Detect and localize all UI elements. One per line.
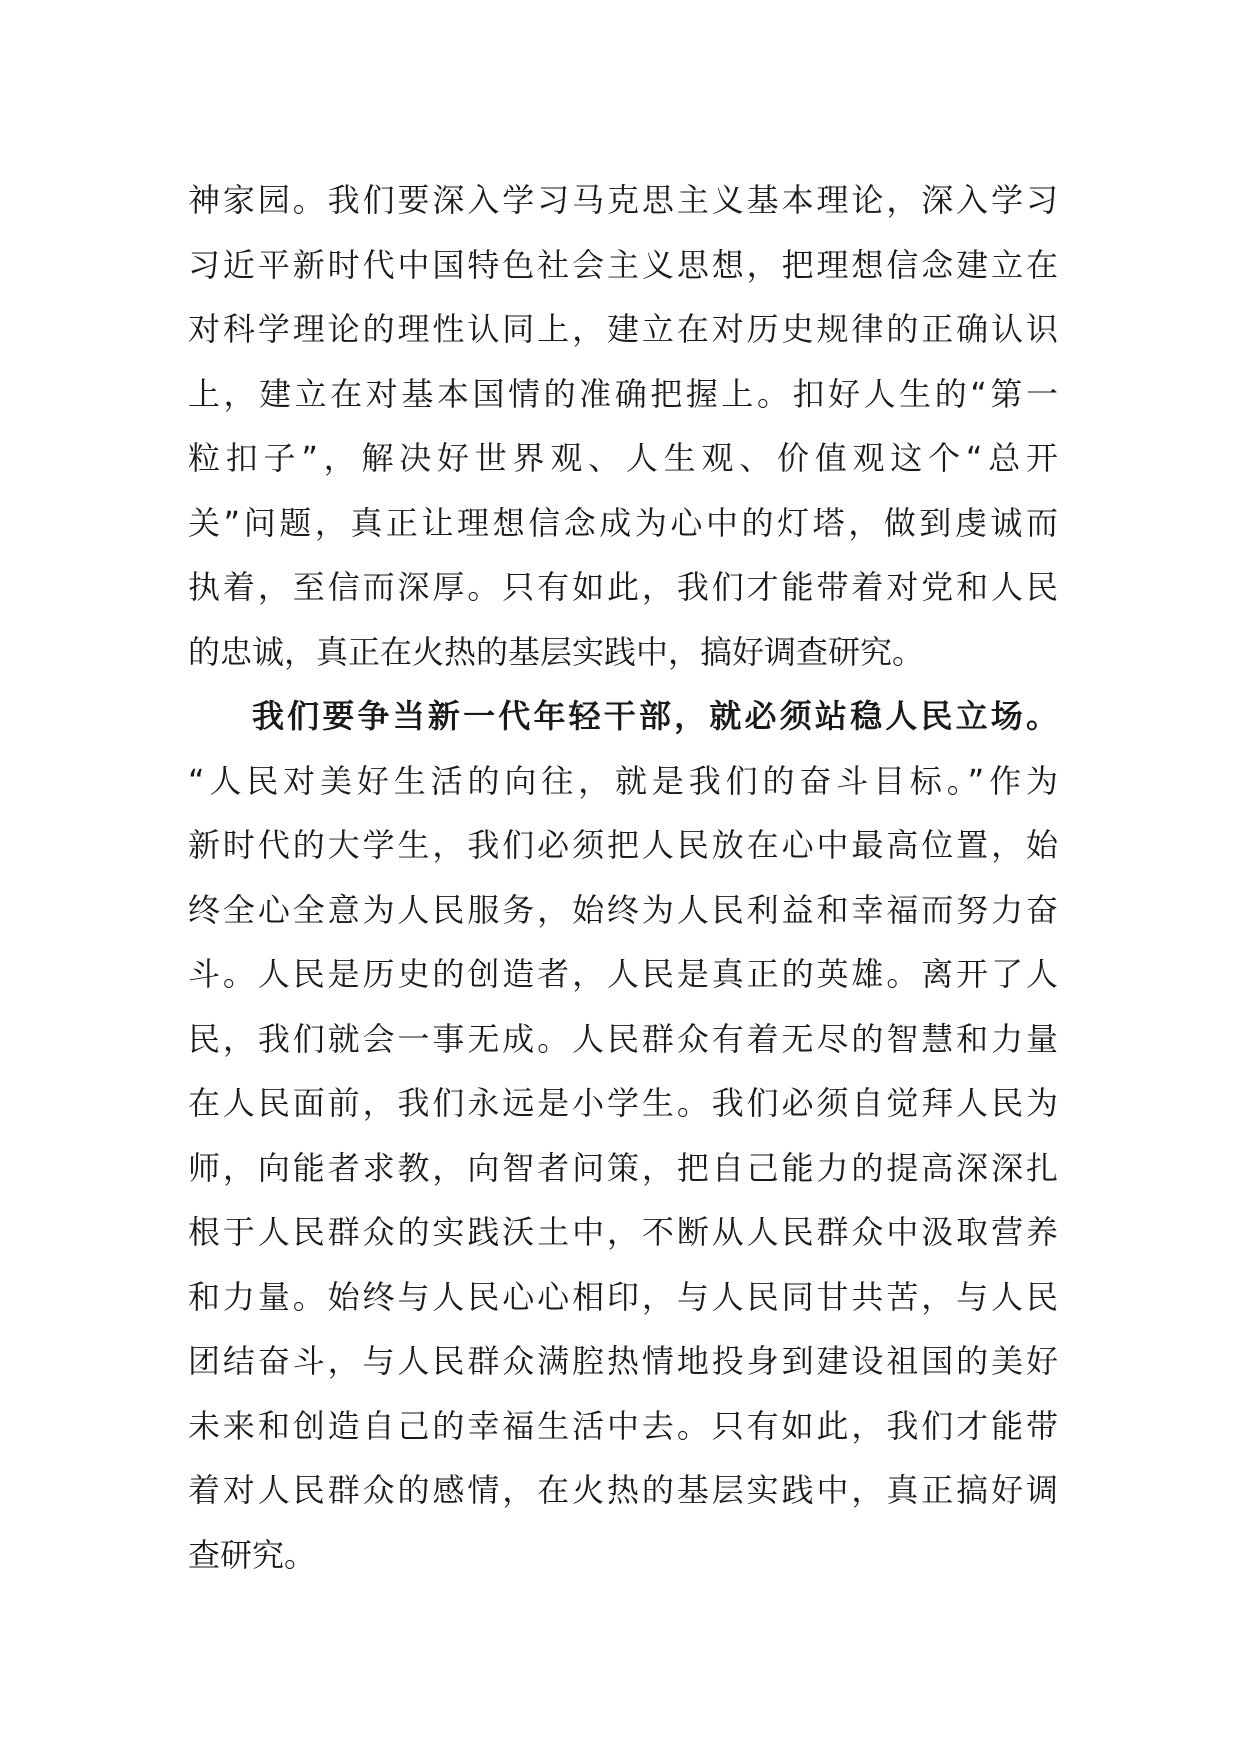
text-line: 在人民面前，我们永远是小学生。我们必须自觉拜人民为 xyxy=(188,1084,1058,1122)
body-text xyxy=(188,168,1058,1587)
text-line: 关”问题，真正让理想信念成为心中的灯塔，做到虔诚而 xyxy=(188,503,1058,542)
text-line: 神家园。我们要深入学习马克思主义基本理论，深入学习 xyxy=(188,181,1058,219)
paragraph-heading: 我们要争当新一代年轻干部，就必须站稳人民立场。 xyxy=(252,697,1058,735)
text-line: 着对人民群众的感情，在火热的基层实践中，真正搞好调 xyxy=(188,1471,1058,1509)
text-line: 根于人民群众的实践沃土中，不断从人民群众中汲取营养 xyxy=(188,1213,1058,1251)
text-line: 上，建立在对基本国情的准确把握上。扣好人生的“第一 xyxy=(188,374,1058,413)
text-line: 终全心全意为人民服务，始终为人民利益和幸福而努力奋 xyxy=(188,890,1058,929)
text-line: 民，我们就会一事无成。人民群众有着无尽的智慧和力量 xyxy=(188,1019,1058,1058)
text-line: 执着，至信而深厚。只有如此，我们才能带着对党和人民 xyxy=(188,568,1058,606)
paragraph-people-stance xyxy=(188,684,1058,1587)
paragraph-ideals xyxy=(188,168,1058,684)
text-line: 对科学理论的理性认同上，建立在对历史规律的正确认识 xyxy=(188,310,1058,348)
text-line: 斗。人民是历史的创造者，人民是真正的英雄。离开了人 xyxy=(188,955,1058,993)
text-line: 师，向能者求教，向智者问策，把自己能力的提高深深扎 xyxy=(188,1148,1058,1187)
text-line: 新时代的大学生，我们必须把人民放在心中最高位置，始 xyxy=(188,826,1058,864)
text-line: 查研究。 xyxy=(188,1535,317,1574)
text-line: 习近平新时代中国特色社会主义思想，把理想信念建立在 xyxy=(188,245,1058,284)
text-line: 的忠诚，真正在火热的基层实践中，搞好调查研究。 xyxy=(188,632,925,671)
text-line: “人民对美好生活的向往，就是我们的奋斗目标。”作为 xyxy=(188,761,1058,800)
text-line: 粒扣子”，解决好世界观、人生观、价值观这个“总开 xyxy=(188,439,1058,477)
text-line: 未来和创造自己的幸福生活中去。只有如此，我们才能带 xyxy=(188,1406,1058,1445)
text-line: 和力量。始终与人民心心相印，与人民同甘共苦，与人民 xyxy=(188,1277,1058,1316)
text-line: 团结奋斗，与人民群众满腔热情地投身到建设祖国的美好 xyxy=(188,1342,1058,1380)
